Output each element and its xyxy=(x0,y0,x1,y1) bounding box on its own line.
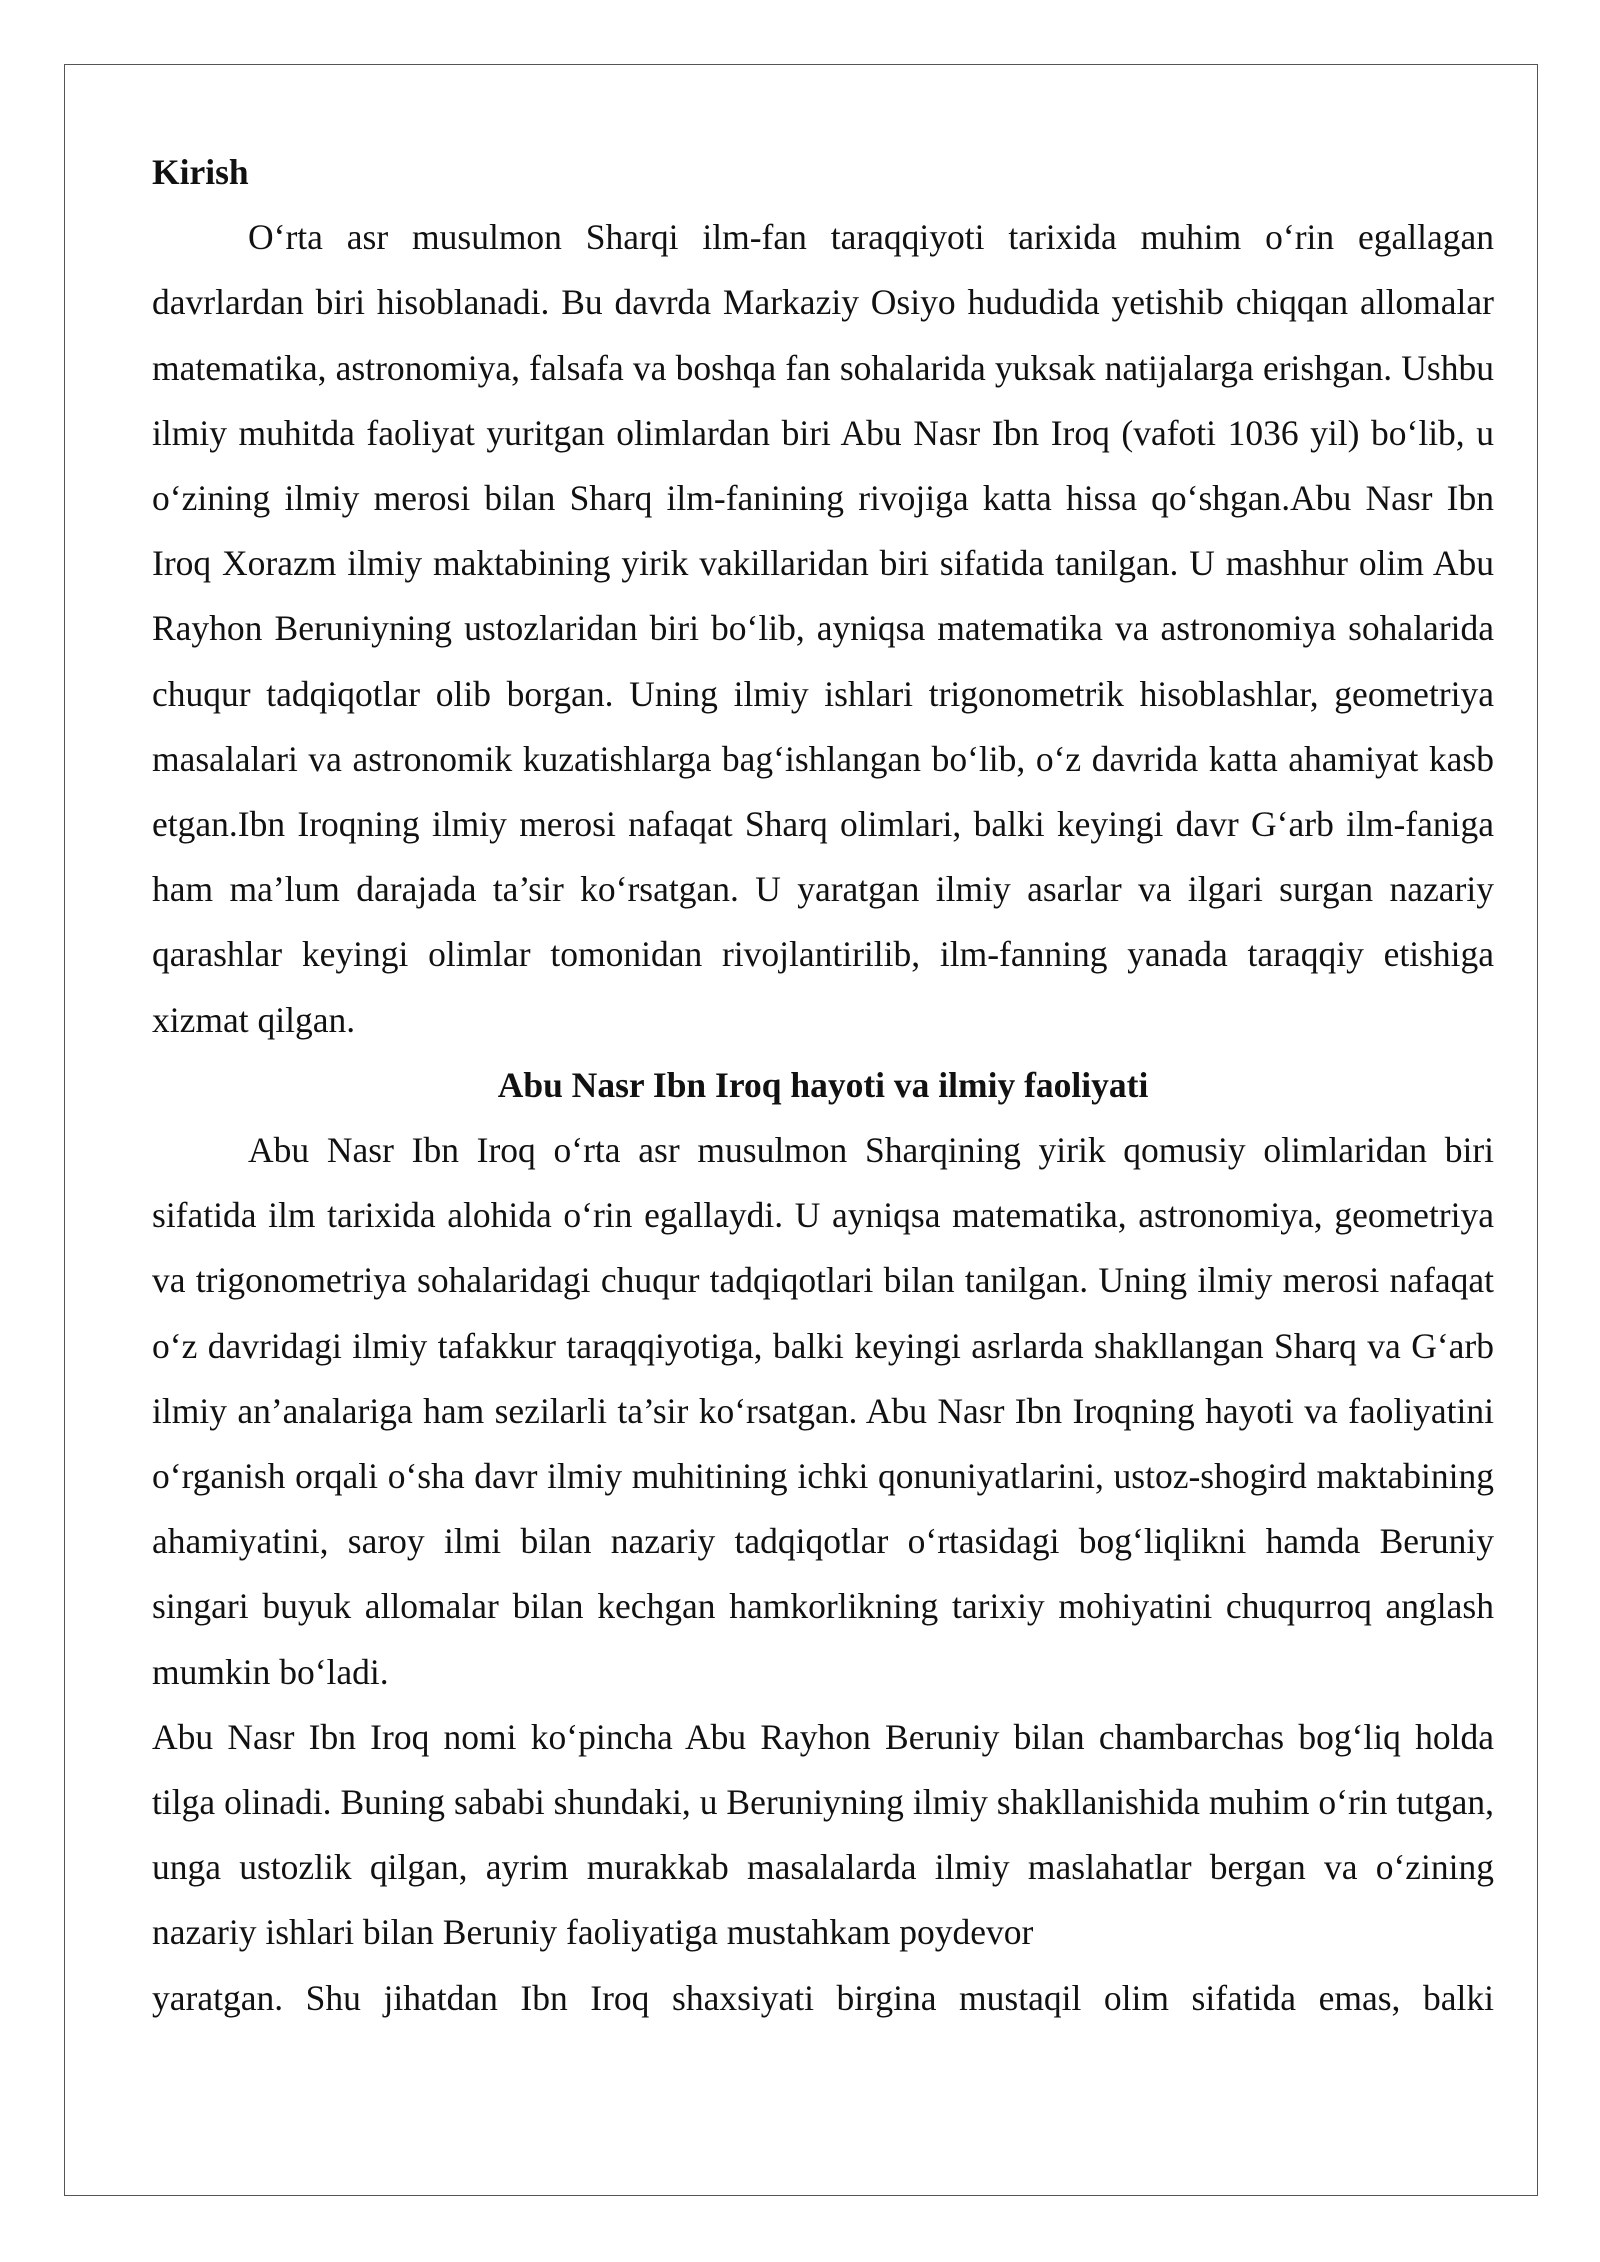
section-paragraph-1: Abu Nasr Ibn Iroq o‘rta asr musulmon Sharqining yirik qomusiy olimlaridan biri sifatida ilm tarixida alohida o‘rin egallaydi. U ayniqsa matematika, astronomiya, geometriya va trigonometriya sohalaridagi chuqur tadqiqotlari bilan tanilgan. Uning ilmiy merosi nafaqat o‘z davridagi ilmiy tafakkur taraqqiyotiga, balki keyingi asrlarda shakllangan Sharq va G‘arb ilmiy an’analariga ham sezilarli ta’sir ko‘rsatgan. Abu Nasr Ibn Iroqning hayoti va faoliyatini o‘rganish orqali o‘sha davr ilmiy muhitining ichki qonuniyatlarini, ustoz-shogird maktabining ahamiyatini, saroy ilmi bilan nazariy tadqiqotlar o‘rtasidagi bog‘liqlikni hamda Beruniy singari buyuk allomalar bilan kechgan hamkorlikning tarixiy mohiyatini chuqurroq anglash mumkin bo‘ladi. xyxy=(152,1130,1494,1692)
section-paragraph-2-last-line: yaratgan. Shu jihatdan Ibn Iroq shaxsiyati birgina mustaqil olim sifatida emas, balki xyxy=(152,1977,1494,2018)
section-heading: Abu Nasr Ibn Iroq hayoti va ilmiy faoliyati xyxy=(497,1064,1149,1105)
section-paragraph-2 xyxy=(152,1705,1494,2031)
document-body xyxy=(152,140,1494,2031)
intro-heading: Kirish xyxy=(152,152,249,192)
section-paragraph-2-text: Abu Nasr Ibn Iroq nomi ko‘pincha Abu Rayhon Beruniy bilan chambarchas bog‘liq holda tilga olinadi. Buning sababi shundaki, u Beruniyning ilmiy shakllanishida muhim o‘rin tutgan, unga ustozlik qilgan, ayrim murakkab masalalarda ilmiy maslahatlar bergan va o‘zining nazariy ishlari bilan Beruniy faoliyatiga mustahkam poydevor xyxy=(152,1716,1494,1953)
intro-paragraph: O‘rta asr musulmon Sharqi ilm-fan taraqqiyoti tarixida muhim o‘rin egallagan davrlardan biri hisoblanadi. Bu davrda Markaziy Osiyo hududida yetishib chiqqan allomalar matematika, astronomiya, falsafa va boshqa fan sohalarida yuksak natijalarga erishgan. Ushbu ilmiy muhitda faoliyat yuritgan olimlardan biri Abu Nasr Ibn Iroq (vafoti 1036 yil) bo‘lib, u o‘zining ilmiy merosi bilan Sharq ilm-fanining rivojiga katta hissa qo‘shgan.Abu Nasr Ibn Iroq Xorazm ilmiy maktabining yirik vakillaridan biri sifatida tanilgan. U mashhur olim Abu Rayhon Beruniyning ustozlaridan biri bo‘lib, ayniqsa matematika va astronomiya sohalarida chuqur tadqiqotlar olib borgan. Uning ilmiy ishlari trigonometrik hisoblashlar, geometriya masalalari va astronomik kuzatishlarga bag‘ishlangan bo‘lib, o‘z davrida katta ahamiyat kasb etgan.Ibn Iroqning ilmiy merosi nafaqat Sharq olimlari, balki keyingi davr G‘arb ilm-faniga ham ma’lum darajada ta’sir ko‘rsatgan. U yaratgan ilmiy asarlar va ilgari surgan nazariy qarashlar keyingi olimlar tomonidan rivojlantirilib, ilm-fanning yanada taraqqiy etishiga xizmat qilgan. xyxy=(152,217,1494,1040)
